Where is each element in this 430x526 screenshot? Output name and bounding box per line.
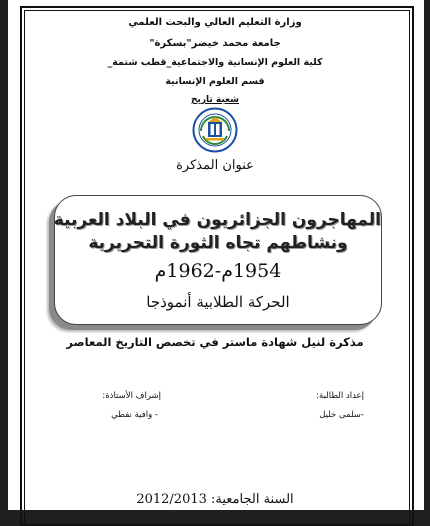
student-name: -سلمى خليل <box>319 410 364 420</box>
memo-title-label: عنوان المذكرة <box>176 158 254 173</box>
title-dates: 1954م-1962م <box>154 260 282 282</box>
university-line: جامعة محمد خيضر"بسكرة" <box>149 38 281 49</box>
ministry-line: وزارة التعليم العالي والبحث العلمي <box>128 17 302 28</box>
university-emblem-icon <box>192 107 238 153</box>
academic-year: السنة الجامعية: 2012/2013 <box>136 492 294 507</box>
supervisor-name: - وافية نفطي <box>111 410 158 420</box>
supervisor-label: إشراف الأستاذة: <box>102 391 161 401</box>
department-line: قسم العلوم الإنسانية <box>165 76 265 87</box>
title-line-1: المهاجرون الجزائريون في البلاد العربية <box>53 210 381 230</box>
title-box <box>54 195 382 325</box>
faculty-line: كلية العلوم الإنسانية والاجتماعية_قطب شتمة_ <box>107 57 323 68</box>
title-subtitle: الحركة الطلابية أنموذجا <box>146 293 290 311</box>
degree-statement: مذكرة لنيل شهادة ماستر في تخصص التاريخ المعاصر <box>66 335 364 349</box>
student-label: إعداد الطالبة: <box>316 391 364 401</box>
title-line-2: ونشاطهم تجاه الثورة التحريرية <box>88 233 348 253</box>
branch-line: شعبة تاريخ <box>190 95 239 105</box>
